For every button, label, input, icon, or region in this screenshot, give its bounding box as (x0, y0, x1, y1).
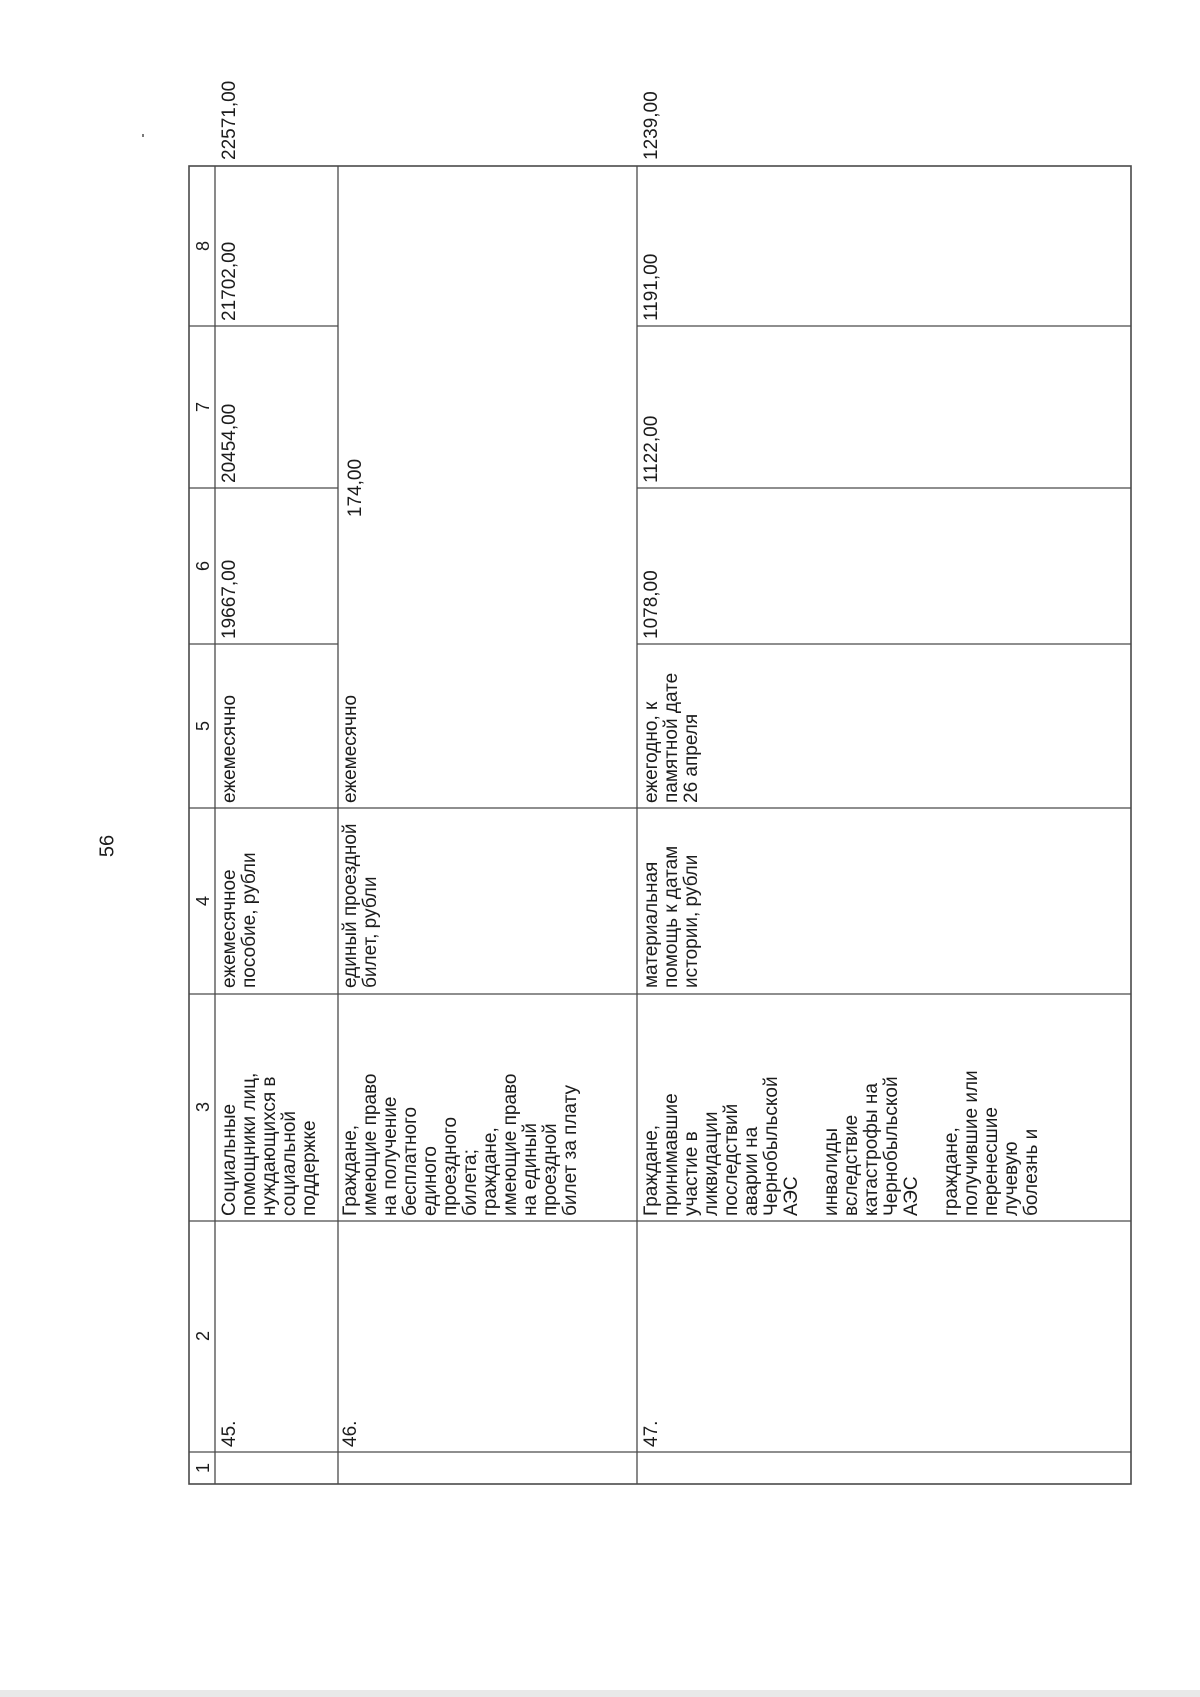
svg-text:бесплатного: бесплатного (400, 1106, 421, 1216)
row-number: 46. (340, 1420, 361, 1447)
svg-text:АЭС: АЭС (781, 1176, 802, 1216)
header-cell-3: 3 (193, 1101, 213, 1113)
svg-text:граждане,: граждане, (480, 1127, 501, 1216)
value-cell-6: 20454,00 (219, 403, 240, 483)
table-row-45 (219, 81, 320, 1447)
svg-text:имеющие право: имеющие право (360, 1073, 381, 1216)
svg-text:памятной дате: памятной дате (661, 672, 682, 803)
table-row-47 (641, 91, 1042, 1447)
header-cell-1: 1 (193, 1462, 213, 1474)
header-cell-4: 4 (193, 895, 213, 907)
svg-text:Граждане,: Граждане, (340, 1124, 361, 1216)
svg-text:единый проездной: единый проездной (340, 823, 361, 988)
svg-text:Граждане,: Граждане, (641, 1124, 662, 1216)
svg-text:проездной: проездной (540, 1123, 561, 1216)
svg-text:билет, рубли: билет, рубли (360, 876, 381, 988)
svg-text:поддержке: поддержке (299, 1120, 320, 1216)
value-cell-5: 1078,00 (641, 570, 662, 639)
svg-text:болезнь и: болезнь и (1021, 1128, 1042, 1216)
header-cell-5: 5 (193, 720, 213, 732)
svg-text:истории, рубли: истории, рубли (681, 854, 702, 988)
category-cell (641, 1070, 1042, 1216)
payment-cell (340, 823, 381, 988)
svg-text:АЭС: АЭС (901, 1176, 922, 1216)
svg-text:Чернобыльской: Чернобыльской (761, 1076, 782, 1216)
period-cell (219, 695, 240, 803)
svg-text:ежемесячное: ежемесячное (219, 869, 240, 988)
category-cell (219, 1073, 320, 1216)
page-number-text: 56 (96, 834, 119, 858)
period-cell (641, 673, 702, 803)
svg-text:инвалиды: инвалиды (821, 1128, 842, 1216)
svg-text:билета;: билета; (460, 1149, 481, 1216)
table-frame (189, 166, 1131, 1484)
svg-text:26 апреля: 26 апреля (681, 713, 702, 803)
svg-text:вследствие: вследствие (841, 1114, 862, 1216)
svg-text:ежемесячно: ежемесячно (219, 694, 240, 803)
svg-text:социальной: социальной (279, 1110, 300, 1216)
svg-text:перенесшие: перенесшие (981, 1107, 1002, 1216)
svg-text:на получение: на получение (380, 1096, 401, 1216)
value-cell-8: 22571,00 (219, 80, 240, 160)
header-cell-7: 7 (193, 401, 213, 413)
row-number: 47. (641, 1420, 662, 1447)
svg-text:пособие, рубли: пособие, рубли (239, 852, 260, 988)
svg-text:Чернобыльской: Чернобыльской (881, 1076, 902, 1216)
category-cell (340, 1074, 581, 1216)
svg-text:получившие или: получившие или (961, 1070, 982, 1216)
payment-cell (219, 852, 260, 988)
svg-text:ежегодно, к: ежегодно, к (641, 701, 662, 803)
svg-text:ликвидации: ликвидации (701, 1111, 722, 1216)
svg-text:помощь к датам: помощь к датам (661, 845, 682, 988)
merged-value-cell: 174,00 (345, 458, 366, 518)
value-cell-7: 21702,00 (219, 241, 240, 321)
svg-text:граждане,: граждане, (941, 1127, 962, 1216)
svg-text:лучевую: лучевую (1001, 1141, 1022, 1216)
svg-text:проездного: проездного (440, 1116, 461, 1216)
svg-text:билет за плату: билет за плату (560, 1085, 581, 1216)
svg-text:нуждающихся в: нуждающихся в (259, 1076, 280, 1216)
svg-text:участие в: участие в (681, 1131, 702, 1216)
value-cell-7: 1191,00 (641, 253, 662, 321)
svg-text:катастрофы на: катастрофы на (861, 1083, 882, 1216)
table-row-46 (340, 459, 581, 1447)
svg-text:на единый: на единый (520, 1123, 541, 1216)
value-cell-5: 19667,00 (219, 559, 240, 639)
row-number: 45. (219, 1420, 240, 1447)
table-header (193, 241, 213, 1473)
svg-text:принимавшие: принимавшие (661, 1093, 682, 1216)
header-cell-8: 8 (193, 240, 213, 252)
svg-text:аварии на: аварии на (741, 1126, 762, 1216)
header-cell-2: 2 (193, 1330, 213, 1342)
svg-text:имеющие право: имеющие право (500, 1073, 521, 1216)
payment-cell (641, 846, 702, 988)
svg-text:последствий: последствий (721, 1103, 742, 1216)
svg-text:ежемесячно: ежемесячно (340, 694, 361, 803)
header-cell-6: 6 (193, 560, 213, 572)
value-cell-6: 1122,00 (641, 415, 662, 483)
svg-text:единого: единого (420, 1146, 441, 1216)
svg-text:помощники лиц,: помощники лиц, (239, 1072, 260, 1216)
svg-text:Социальные: Социальные (219, 1103, 240, 1216)
value-cell-8: 1239,00 (641, 91, 662, 160)
svg-text:материальная: материальная (641, 861, 662, 988)
period-cell (340, 695, 361, 803)
